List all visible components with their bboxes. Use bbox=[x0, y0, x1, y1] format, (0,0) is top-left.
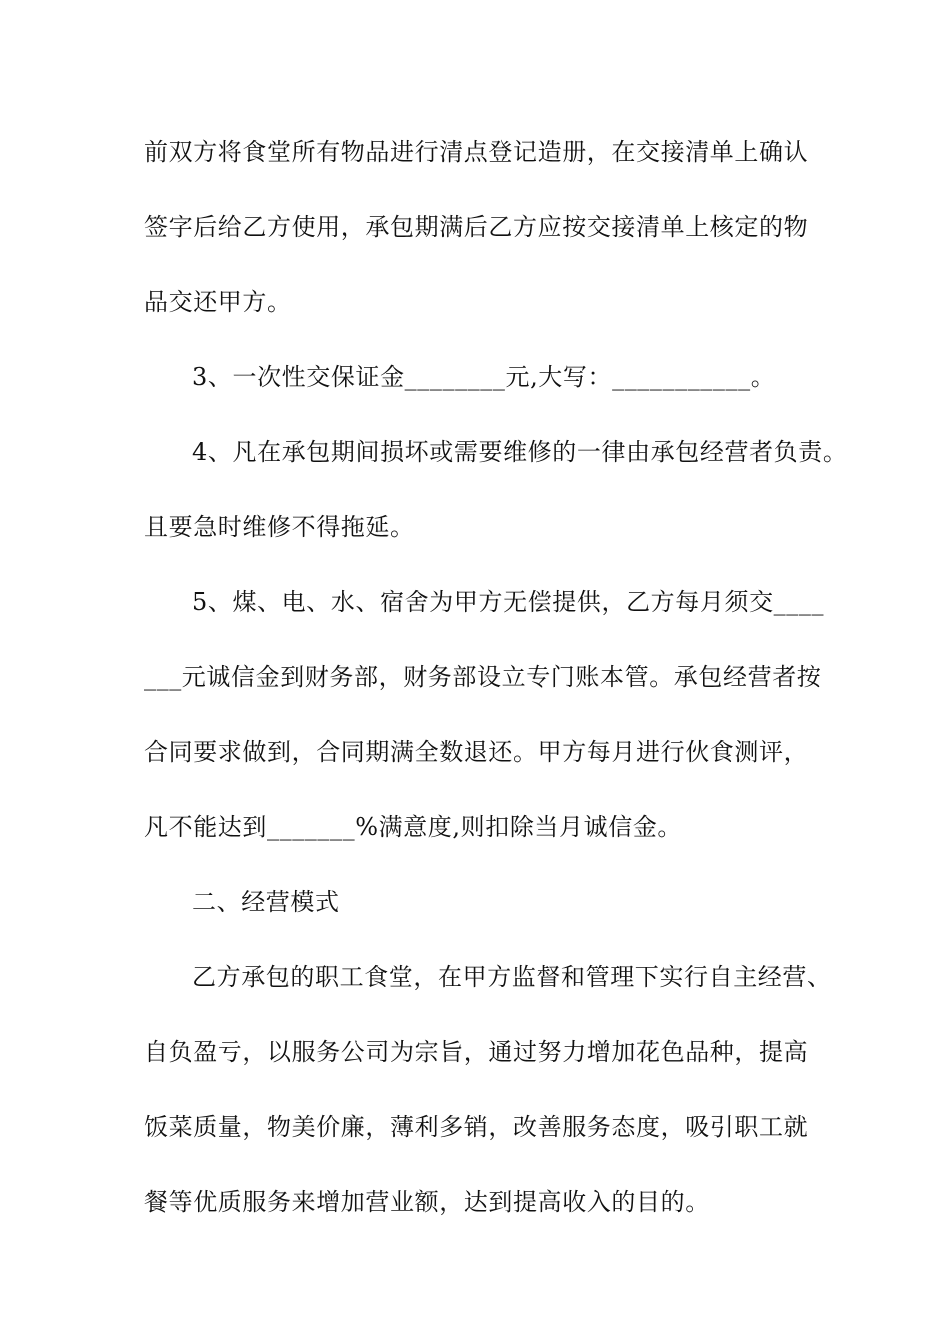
text-line: 且要急时维修不得拖延。 bbox=[144, 513, 415, 541]
paragraph-line: 乙方承包的职工食堂，在甲方监督和管理下实行自主经营、 bbox=[192, 963, 832, 991]
text-line: 签字后给乙方使用，承包期满后乙方应按交接清单上核定的物 bbox=[144, 213, 809, 241]
text-line: 餐等优质服务来增加营业额，达到提高收入的目的。 bbox=[144, 1188, 710, 1216]
clause-3-line: 3、一次性交保证金________元,大写：___________。 bbox=[192, 363, 776, 391]
text-line: 前双方将食堂所有物品进行清点登记造册，在交接清单上确认 bbox=[144, 138, 809, 166]
text-line: 品交还甲方。 bbox=[144, 288, 292, 316]
text-line: 合同要求做到，合同期满全数退还。甲方每月进行伙食测评， bbox=[144, 738, 809, 766]
text-line: 凡不能达到_______%满意度,则扣除当月诚信金。 bbox=[144, 813, 683, 841]
text-line: 自负盈亏，以服务公司为宗旨，通过努力增加花色品种，提高 bbox=[144, 1038, 809, 1066]
clause-4-line: 4、凡在承包期间损坏或需要维修的一律由承包经营者负责。 bbox=[192, 438, 848, 466]
text-line: 饭菜质量，物美价廉，薄利多销，改善服务态度，吸引职工就 bbox=[144, 1113, 809, 1141]
section-heading: 二、经营模式 bbox=[192, 888, 340, 916]
text-line: ___元诚信金到财务部，财务部设立专门账本管。承包经营者按 bbox=[144, 663, 822, 691]
clause-5-line: 5、煤、电、水、宿舍为甲方无偿提供，乙方每月须交____ bbox=[192, 588, 825, 616]
